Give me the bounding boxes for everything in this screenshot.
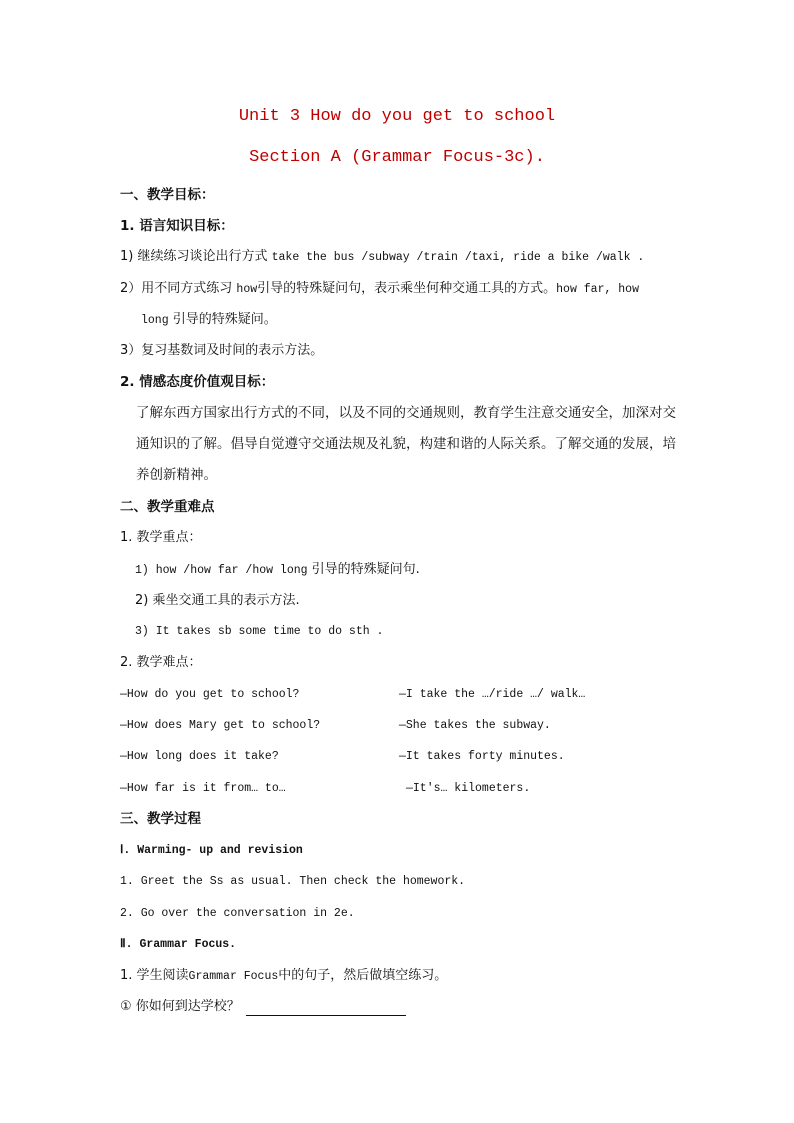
step-1-item-1: 1. Greet the Ss as usual. Then check the homework. [120, 875, 466, 888]
objective-item-2-text-c: 引导的特殊疑问。 [172, 312, 277, 327]
objective-item-2 [120, 280, 639, 299]
fill-blank-question-1 [120, 998, 406, 1016]
key-point-1 [135, 561, 420, 580]
key-point-3: 3) It takes sb some time to do sth . [135, 625, 384, 638]
objective-item-3: 3）复习基数词及时间的表示方法。 [120, 343, 324, 358]
affective-goal-paragraph: 了解东西方国家出行方式的不同，以及不同的交通规则，教育学生注意交通安全，加深对交通知识的了解。倡导自觉遵守交通法规及礼貌，构建和谐的人际关系。了解交通的发展，培养创新精神。 [136, 405, 676, 483]
objective-item-1-english: take the bus /subway /train /taxi, ride a bike /walk . [271, 251, 645, 264]
fill-blank-line[interactable] [246, 1001, 406, 1016]
key-point-1-english: 1) how /how far /how long [135, 564, 308, 577]
document-subtitle: Section A (Grammar Focus-3c). [249, 148, 545, 167]
step-1-item-2: 2. Go over the conversation in 2e. [120, 907, 355, 920]
dialog-answer: —I take the …/ride …/ walk… [399, 688, 586, 701]
objective-item-2-english-a: how [236, 283, 258, 296]
section-2-sub-2: 2. 教学难点： [120, 655, 202, 670]
dialog-question: —How far is it from… to… [120, 782, 286, 795]
objective-item-1 [120, 248, 644, 267]
section-2-sub-1: 1. 教学重点： [120, 530, 202, 545]
step-2-item-1 [120, 967, 447, 986]
dialog-answer: —It's… kilometers. [406, 782, 531, 795]
fill-blank-question-1-text: ① 你如何到达学校？ [120, 999, 240, 1014]
dialog-answer: —It takes forty minutes. [399, 750, 565, 763]
key-point-2: 2) 乘坐交通工具的表示方法. [135, 593, 300, 608]
objective-item-1-text: 1) 继续练习谈论出行方式 [120, 249, 268, 264]
section-1-sub-1: 1. 语言知识目标： [120, 218, 234, 234]
objective-item-2-english-b: how far, how [556, 283, 639, 296]
objective-item-2-cont [141, 311, 277, 330]
step-2-item-1-english: Grammar Focus [188, 970, 279, 983]
dialog-question: —How do you get to school? [120, 688, 300, 701]
objective-item-2-english-c: long [141, 314, 169, 327]
objective-item-2-text-a: 2）用不同方式练习 [120, 281, 233, 296]
key-point-1-text: 引导的特殊疑问句. [311, 562, 420, 577]
document-title: Unit 3 How do you get to school [238, 107, 556, 126]
step-2-item-1-text-a: 1. 学生阅读 [120, 968, 189, 983]
section-2-heading: 二、教学重难点 [120, 499, 215, 515]
section-3-heading: 三、教学过程 [120, 811, 201, 827]
step-2-item-1-text-b: 中的句子，然后做填空练习。 [278, 968, 448, 983]
section-1-heading: 一、教学目标： [120, 187, 215, 203]
step-1-heading: Ⅰ. Warming- up and revision [120, 844, 303, 857]
dialog-question: —How long does it take? [120, 750, 279, 763]
dialog-question: —How does Mary get to school? [120, 719, 321, 732]
objective-item-2-text-b: 引导的特殊疑问句，表示乘坐何种交通工具的方式。 [257, 281, 557, 296]
step-2-heading: Ⅱ. Grammar Focus. [120, 938, 237, 951]
section-1-sub-2: 2. 情感态度价值观目标： [120, 374, 275, 390]
dialog-answer: —She takes the subway. [399, 719, 551, 732]
